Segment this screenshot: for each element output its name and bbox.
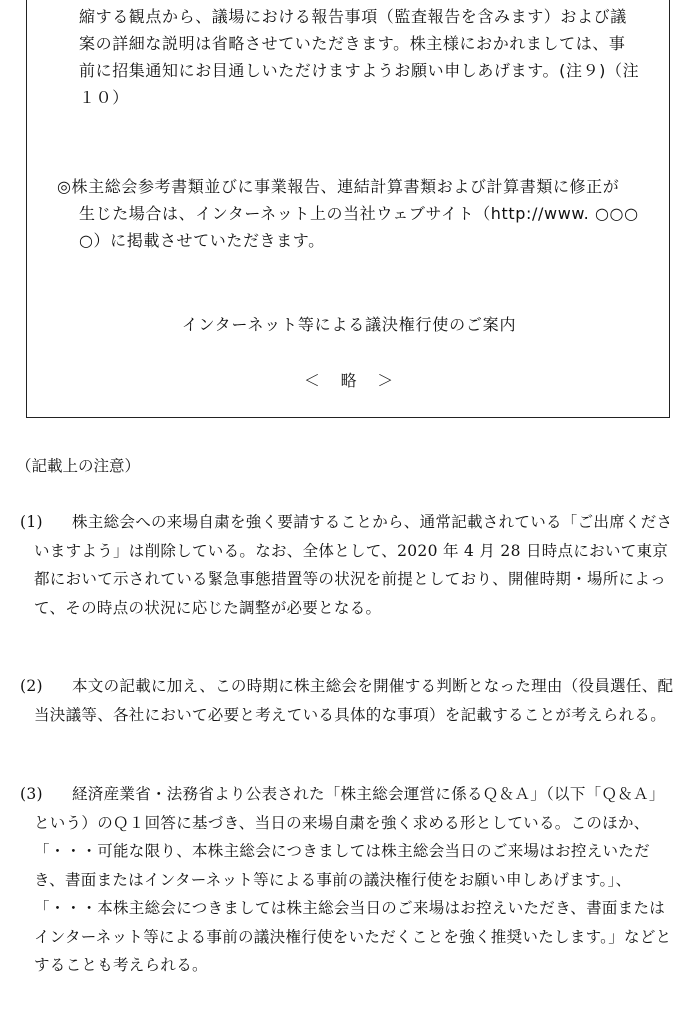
note-text: 経済産業省・法務省より公表された「株主総会運営に係るＱ＆Ａ」（以下「Ｑ＆Ａ」という）のＱ１回答に基づき、当日の来場自粛を強く求める形としている。このほか、「・・・可能な限り、本株主総会につきましては株主総会当日のご来場はお控えいただき、書面またはインターネット等による事前の議決権行使をお願い申しあげます。」、「・・・本株主総会につきましては株主総会当日のご来場はお控えいただき、書面またはインターネット等による事前の議決権行使をいただくことを強く推奨いたします。」などとすることも考えられる。 [34,785,672,974]
note-text: 株主総会への来場自粛を強く要請することから、通常記載されている「ご出席くださいますよう」は削除している。なお、全体として、2020 年 4 月 28 日時点において東京都において示されている緊急事態措置等の状況を前提としており、開催時期・場所によって、その時点の状況に応じた調整が必要となる。 [34,513,673,617]
notice-box [26,0,670,418]
text-line: 生じた場合は、インターネット上の当社ウェブサイト（http://www. ○○○ [79,204,639,223]
note-item [20,672,676,729]
note-number: (3) [20,785,43,803]
correction-paragraph [57,173,655,254]
note-text: 本文の記載に加え、この時期に株主総会を開催する判断となった理由（役員選任、配当決議等、各社において必要と考えている具体的な事項）を記載することが考えられる。 [34,677,674,724]
text-line: 案の詳細な説明は省略させていただきます。株主様におかれましては、事 [79,34,626,53]
note-item [20,508,676,622]
note-number: (1) [20,513,43,531]
text-line: 縮する観点から、議場における報告事項（監査報告を含みます）および議 [79,7,627,26]
omission-paragraph [57,3,655,111]
notes-heading: （記載上の注意） [16,457,141,475]
text-line: 前に招集通知にお目通しいただけますようお願い申しあげます。(注９)（注 [79,61,640,80]
omitted-marker: ＜ 略 ＞ [303,371,395,390]
text-line: １０） [79,88,129,107]
text-line: ◎株主総会参考書類並びに事業報告、連結計算書類および計算書類に修正が [57,177,620,196]
text-line: ○）に掲載させていただきます。 [79,231,325,250]
note-number: (2) [20,677,43,695]
note-item [20,780,676,980]
section-title: インターネット等による議決権行使のご案内 [181,315,517,334]
